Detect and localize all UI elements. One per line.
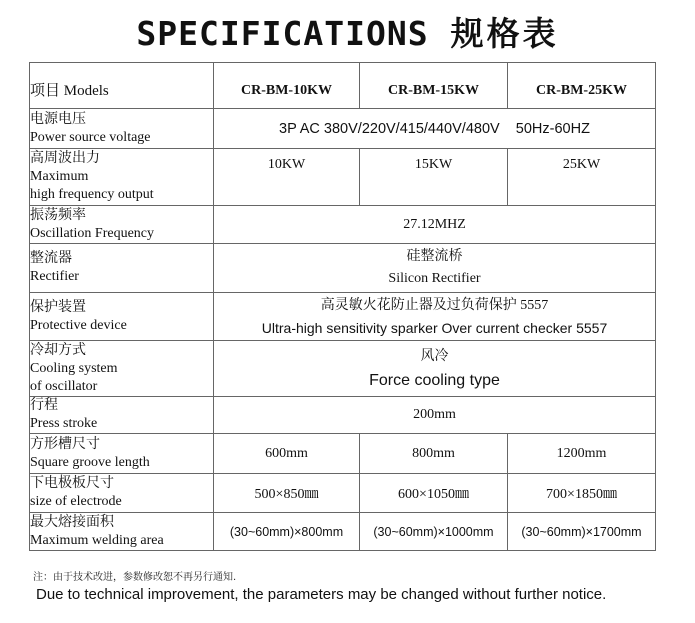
weld-value-25kw: (30~60mm)×1700mm	[508, 513, 656, 551]
footnote-zh: 注：由于技术改进，参数修改恕不再另行通知.	[33, 572, 237, 583]
stroke-value: 200mm	[214, 397, 656, 434]
table-row	[30, 341, 656, 397]
table-row	[30, 293, 656, 341]
cool-value: 风冷 Force cooling type	[214, 341, 656, 397]
prot-value: 高灵敏火花防止器及过负荷保护 5557 Ultra-high sensitivity sparker Over current checker 5557	[214, 293, 656, 341]
groove-label: 方形槽尺寸 Square groove length	[30, 434, 214, 474]
groove-value-10kw: 600mm	[214, 434, 360, 474]
weld-value-15kw: (30~60mm)×1000mm	[360, 513, 508, 551]
model-15kw: CR-BM-15KW	[360, 63, 508, 109]
table-row	[30, 244, 656, 293]
hf-label: 高周波出力 Maximum high frequency output	[30, 149, 214, 206]
electrode-value-10kw: 500×850㎜	[214, 474, 360, 513]
electrode-value-15kw: 600×1050㎜	[360, 474, 508, 513]
osc-label: 振荡频率 Oscillation Frequency	[30, 206, 214, 244]
power-label: 电源电压 Power source voltage	[30, 109, 214, 149]
title-en: SPECIFICATIONS	[136, 14, 429, 53]
cool-label: 冷却方式 Cooling system of oscillator	[30, 341, 214, 397]
hf-value-10kw: 10KW	[214, 149, 360, 206]
footnote-en: Due to technical improvement, the parameters may be changed without further notice.	[36, 586, 607, 603]
page-title	[0, 8, 695, 55]
table-row	[30, 434, 656, 474]
groove-value-25kw: 1200mm	[508, 434, 656, 474]
table-row	[30, 149, 656, 206]
power-value: 3P AC 380V/220V/415/440V/480V 50Hz-60HZ	[214, 109, 656, 149]
table-row	[30, 397, 656, 434]
table-row	[30, 206, 656, 244]
table-row	[30, 513, 656, 551]
model-10kw: CR-BM-10KW	[214, 63, 360, 109]
groove-value-15kw: 800mm	[360, 434, 508, 474]
osc-value: 27.12MHZ	[214, 206, 656, 244]
stroke-label: 行程 Press stroke	[30, 397, 214, 434]
table-row	[30, 474, 656, 513]
title-zh: 规格表	[450, 14, 559, 53]
electrode-value-25kw: 700×1850㎜	[508, 474, 656, 513]
header-label: 项目 Models	[30, 63, 214, 109]
prot-label: 保护装置 Protective device	[30, 293, 214, 341]
electrode-label: 下电极板尺寸 size of electrode	[30, 474, 214, 513]
model-25kw: CR-BM-25KW	[508, 63, 656, 109]
spec-table	[29, 62, 656, 551]
weld-label: 最大熔接面积 Maximum welding area	[30, 513, 214, 551]
table-header-row	[30, 63, 656, 109]
hf-value-25kw: 25KW	[508, 149, 656, 206]
rect-label: 整流器 Rectifier	[30, 244, 214, 293]
table-row	[30, 109, 656, 149]
hf-value-15kw: 15KW	[360, 149, 508, 206]
rect-value: 硅整流桥 Silicon Rectifier	[214, 244, 656, 293]
weld-value-10kw: (30~60mm)×800mm	[214, 513, 360, 551]
